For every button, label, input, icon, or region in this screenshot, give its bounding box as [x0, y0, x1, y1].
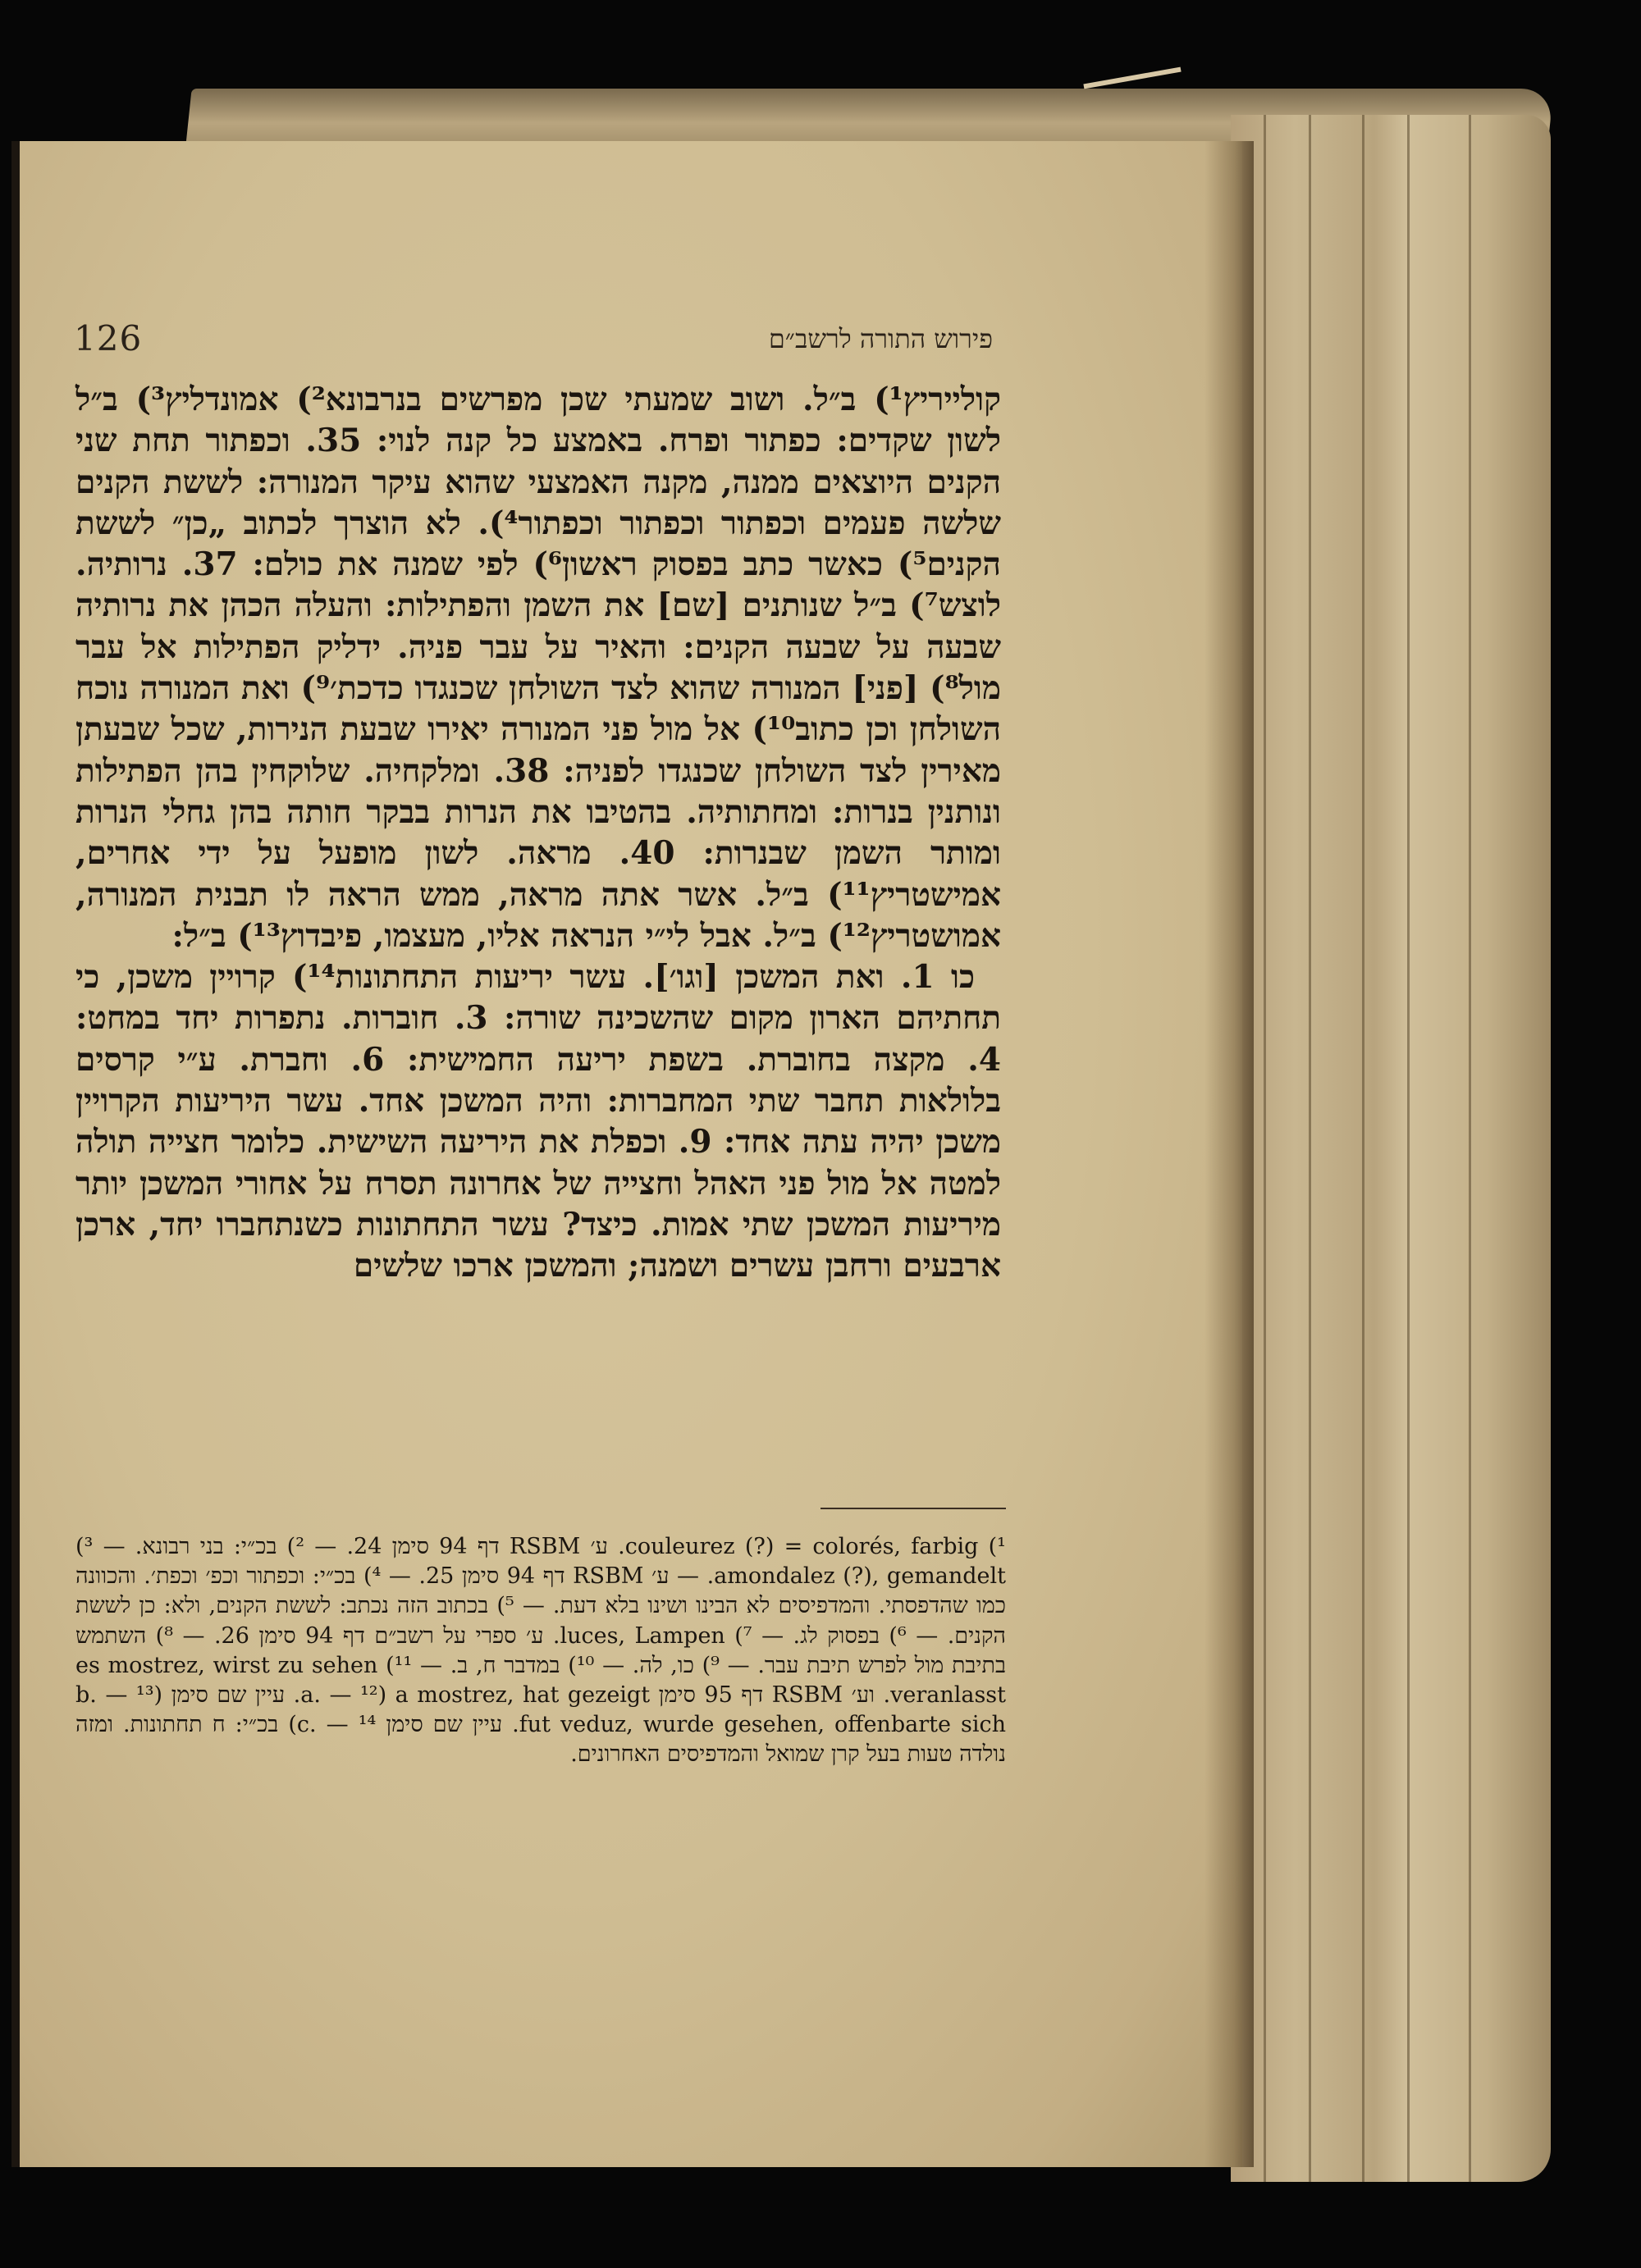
footnote-block: ¹) couleurez (?) = colorés, farbig. ע׳ RSBM דף 94 סימן 24. — ²) בכ״י: בני רבונא. — ³) amondalez (?), gemandelt. — ע׳ RSBM דף 94 סימן 25. — ⁴) בכ״י: וכפתור וכפ׳ וכפת׳. והכוונה כמו שהדפסתי. והמדפיסים לא הבינו ושינו בלא דעת. — ⁵) בכתוב הזה נכתב: לששת הקנים, ולא: כן לששת הקנים. — ⁶) בפסוק לג. — ⁷) luces, Lampen. ע׳ ספרי על רשב״ם דף 94 סימן 26. — ⁸) השתמש בתיבת מול לפרש תיבת עבר. — ⁹) כו, לה. — ¹⁰) במדבר ח, ב. — ¹¹) es mostrez, wirst zu sehen veranlasst. וע׳ RSBM דף 95 סימן a. — ¹²) a mostrez, hat gezeigt. עיין שם סימן b. — ¹³) fut veduz, wurde gesehen, offenbarte sich. עיין שם סימן c. — ¹⁴) בכ״י: ח תחתונות. ומזה נולדה טעות בעל קרן שמואל והמדפיסים האחרונים.	[75, 1534, 1007, 1768]
page-gutter-shadow	[1204, 141, 1254, 2167]
page-edge-line	[1469, 115, 1471, 2182]
main-text	[75, 379, 1001, 1287]
paragraph: כו 1. ואת המשכן [וגו׳]. עשר יריעות התחתונות¹⁴) קרויין משכן, כי תחתיהם הארון מקום שהשכינה שורה: 3. חוברות. נתפרות יחד במחט: 4. מקצה בחוברת. בשפת יריעה החמישית: 6. וחברת. ע״י קרסים בלולאות תחבר שתי המחברות: והיה המשכן אחד. עשר היריעות הקרויין משכן יהיה עתה אחד: 9. וכפלת את היריעה השישית. כלומר חצייה תולה למטה אל מול פני האהל וחצייה של אחרונה תסרח על אחורי המשכן יותר מיריעות המשכן שתי אמות. כיצד? עשר התחתונות כשנתחברו יחד, ארכן ארבעים ורחבן עשרים ושמנה; והמשכן ארכו שלשים	[75, 958, 1001, 1285]
page-edge-line	[1407, 115, 1410, 2182]
footnotes	[75, 1532, 1006, 1770]
loose-thread	[1083, 67, 1181, 89]
page-edge-line	[1264, 115, 1266, 2182]
page-number: 126	[74, 318, 143, 358]
page-header	[74, 318, 993, 367]
paragraph: קולייריץ¹) ב״ל. ושוב שמעתי שכן מפרשים בנרבונא²) אמונדליץ³) ב״ל לשון שקדים: כפתור ופרח. באמצע כל קנה לנוי: 35. וכפתור תחת שני הקנים היוצאים ממנה, מקנה האמצעי שהוא עיקר המנורה: לששת הקנים שלשה פעמים וכפתור וכפתור וכפתור⁴). לא הוצרך לכתוב „כן״ לששת הקנים⁵) כאשר כתב בפסוק ראשון⁶) לפי שמנה את כולם: 37. נרותיה. לוצש⁷) ב״ל שנותנים [שם] את השמן והפתילות: והעלה הכהן את נרותיה שבעה על שבעה הקנים: והאיר על עבר פניה. ידליק הפתילות אל עבר מול⁸) [פני] המנורה שהוא לצד השולחן שכנגדו כדכת׳⁹) ואת המנורה נוכח השולחן וכן כתוב¹⁰) אל מול פני המנורה יאירו שבעת הנירות, שכל שבעתן מאירין לצד השולחן שכנגדו לפניה: 38. ומלקחיה. שלוקחין בהן הפתילות ונותנין בנרות: ומחתותיה. בהטיבו את הנרות בבקר חותה בהן גחלי הנרות ומותר השמן שבנרות: 40. מראה. לשון מופעל על ידי אחרים, אמישטריץ¹¹) ב״ל. אשר אתה מראה, ממש הראה לו תבנית המנורה, אמושטריץ¹²) ב״ל. אבל לי״י הנראה אליו, מעצמו, פיבדוץ¹³) ב״ל:	[75, 381, 1002, 955]
page-edge-line	[1362, 115, 1364, 2182]
page-stack-right-edge	[1231, 115, 1551, 2182]
page-edge-line	[1309, 115, 1311, 2182]
footnote-separator	[820, 1508, 1006, 1509]
running-head: פירוש התורה לרשב״ם	[768, 323, 993, 354]
